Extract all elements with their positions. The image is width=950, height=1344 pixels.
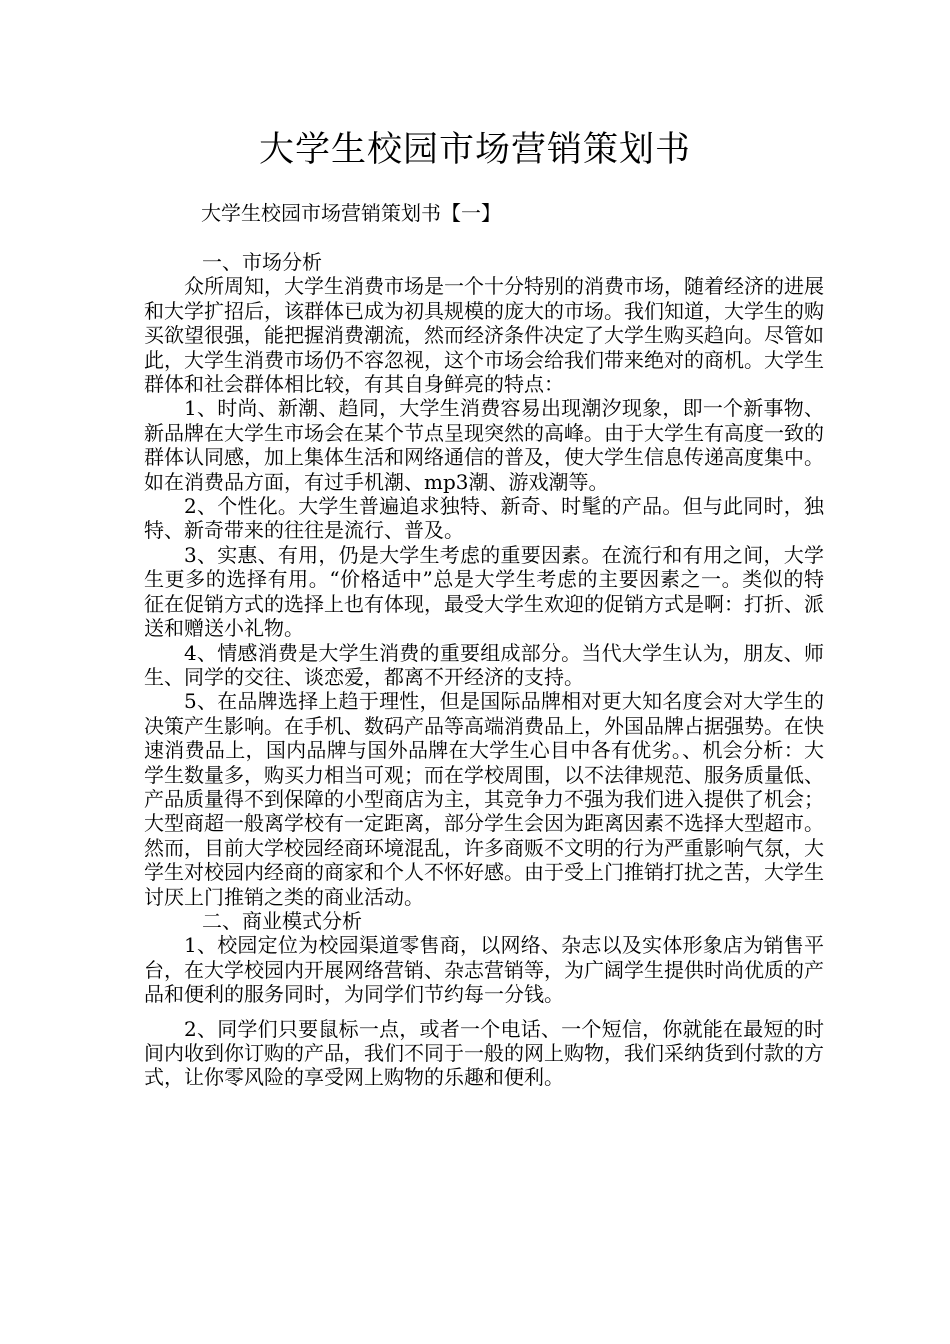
body-paragraph: 1、校园定位为校园渠道零售商，以网络、杂志以及实体形象店为销售平台，在大学校园内开展网络营销、杂志营销等，为广阔学生提供时尚优质的产品和便利的服务同时，为同学们节约每一分钱。 <box>144 933 824 1007</box>
document-title: 大学生校园市场营销策划书 <box>258 130 691 170</box>
body-paragraph: 4、情感消费是大学生消费的重要组成部分。当代大学生认为，朋友、师生、同学的交往、谈恋爱，都离不开经济的支持。 <box>144 640 824 689</box>
document-subtitle: 大学生校园市场营销策划书【一】 <box>201 201 501 225</box>
body-paragraph: 2、同学们只要鼠标一点，或者一个电话、一个短信，你就能在最短的时间内收到你订购的产品，我们不同于一般的网上购物，我们采纳货到付款的方式，让你零风险的享受网上购物的乐趣和便利。 <box>144 1016 824 1090</box>
body-paragraph: 3、实惠、有用，仍是大学生考虑的重要因素。在流行和有用之间，大学生更多的选择有用。“价格适中”总是大学生考虑的主要因素之一。类似的特征在促销方式的选择上也有体现，最受大学生欢迎的促销方式是啊：打折、派送和赠送小礼物。 <box>144 542 824 641</box>
document-body <box>144 250 824 1090</box>
section-heading-business-model: 二、商业模式分析 <box>202 908 362 933</box>
section-heading-market-analysis: 一、市场分析 <box>202 250 322 274</box>
body-paragraph: 2、个性化。大学生普遍追求独特、新奇、时髦的产品。但与此同时，独特、新奇带来的往往是流行、普及。 <box>144 494 824 543</box>
body-paragraph: 1、时尚、新潮、趋同，大学生消费容易出现潮汐现象，即一个新事物、新品牌在大学生市场会在某个节点呈现突然的高峰。由于大学生有高度一致的群体认同感，加上集体生活和网络通信的普及，使大学生信息传递高度集中。如在消费品方面，有过手机潮、mp3潮、游戏潮等。 <box>144 396 824 494</box>
body-paragraph: 众所周知，大学生消费市场是一个十分特别的消费市场，随着经济的进展和大学扩招后，该群体已成为初具规模的庞大的市场。我们知道，大学生的购买欲望很强，能把握消费潮流，然而经济条件决定了大学生购买趋向。尽管如此，大学生消费市场仍不容忽视，这个市场会给我们带来绝对的商机。大学生群体和社会群体相比较，有其自身鲜亮的特点： <box>144 274 824 397</box>
body-paragraph: 5、在品牌选择上趋于理性，但是国际品牌相对更大知名度会对大学生的决策产生影响。在手机、数码产品等高端消费品上，外国品牌占据强势。在快速消费品上，国内品牌与国外品牌在大学生心目中各有优劣。、机会分析：大学生数量多，购买力相当可观；而在学校周围，以不法律规范、服务质量低、产品质量得不到保障的小型商店为主，其竞争力不强为我们进入提供了机会；大型商超一般离学校有一定距离，部分学生会因为距离因素不选择大型超市。然而，目前大学校园经商环境混乱，许多商贩不文明的行为严重影响气氛，大学生对校园内经商的商家和个人不怀好感。由于受上门推销打扰之苦，大学生讨厌上门推销之类的商业活动。 <box>144 689 824 909</box>
